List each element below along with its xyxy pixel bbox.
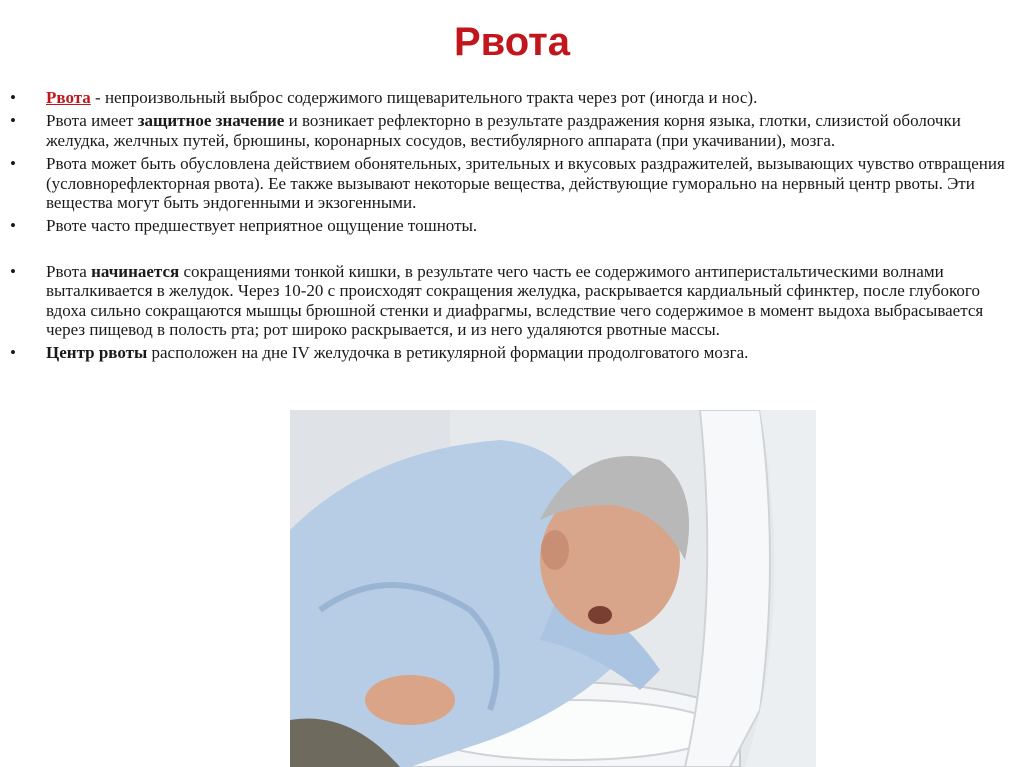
bullet-dot-icon: •: [10, 111, 16, 131]
bullet-item: [10, 343, 1005, 362]
man-hand: [365, 675, 455, 725]
bullet-text: Рвота: [46, 261, 92, 281]
bullet-text: и возникает рефлекторно в результате раздражения корня языка, глотки, слизистой оболочки желудка, желчных путей, брюшины, коронарных сосудов, вестибулярного аппарата (при укачивании), мозга.: [46, 111, 961, 150]
bullet-item: [10, 154, 1005, 212]
bullet-text: расположен на дне IV желудочка в ретикулярной формации продолговатого мозга.: [147, 343, 749, 363]
bullet-dot-icon: •: [10, 343, 16, 363]
man-ear: [541, 530, 569, 570]
bullet-item: [10, 216, 1005, 235]
bullet-dot-icon: •: [10, 261, 16, 281]
man-mouth: [588, 606, 612, 624]
bullet-text: Рвота может быть обусловлена действием обонятельных, зрительных и вкусовых раздражителей, вызывающих чувство отвращения (условнорефлекторная рвота). Ее также вызывают некоторые вещества, действующие гуморально на нервный центр рвоты. Эти вещества могут быть эндогенными и экзогенными.: [46, 154, 1005, 213]
bullet-text: - непроизвольный выброс содержимого пищеварительного тракта через рот (иногда и нос).: [90, 88, 758, 107]
slide-title: Рвота: [453, 20, 570, 64]
bullet-dot-icon: •: [10, 88, 16, 107]
bullet-item: [10, 262, 1005, 340]
bullet-dot-icon: •: [10, 154, 16, 174]
bullet-text: Рвота имеет: [46, 111, 138, 131]
vomiting-man-photo: [290, 410, 816, 767]
bullet-item: [10, 111, 1005, 150]
bullet-list: [10, 88, 1005, 367]
bullet-dot-icon: •: [10, 216, 16, 236]
bullet-text: Рвоте часто предшествует неприятное ощущение тошноты.: [46, 216, 478, 236]
term-definition: Рвота: [46, 88, 91, 107]
bullet-bold-text: защитное значение: [137, 111, 285, 131]
bullet-item: [10, 88, 1005, 107]
bullet-bold-text: начинается: [91, 261, 180, 281]
bullet-text: сокращениями тонкой кишки, в результате чего часть ее содержимого антиперистальтическими волнами выталкивается в желудок. Через 10-20 с происходят сокращения желудка, раскрывается кардиальный сфинктер, после глубокого вдоха сильно сокращаются мышцы брюшной стенки и диафрагмы, вследствие чего содержимое в момент выдоха выбрасывается через пищевод в полость рта; рот широко раскрывается, и из него удаляются рвотные массы.: [46, 261, 984, 340]
photo-illustration: [290, 410, 816, 767]
bullet-bold-text: Центр рвоты: [46, 343, 148, 363]
